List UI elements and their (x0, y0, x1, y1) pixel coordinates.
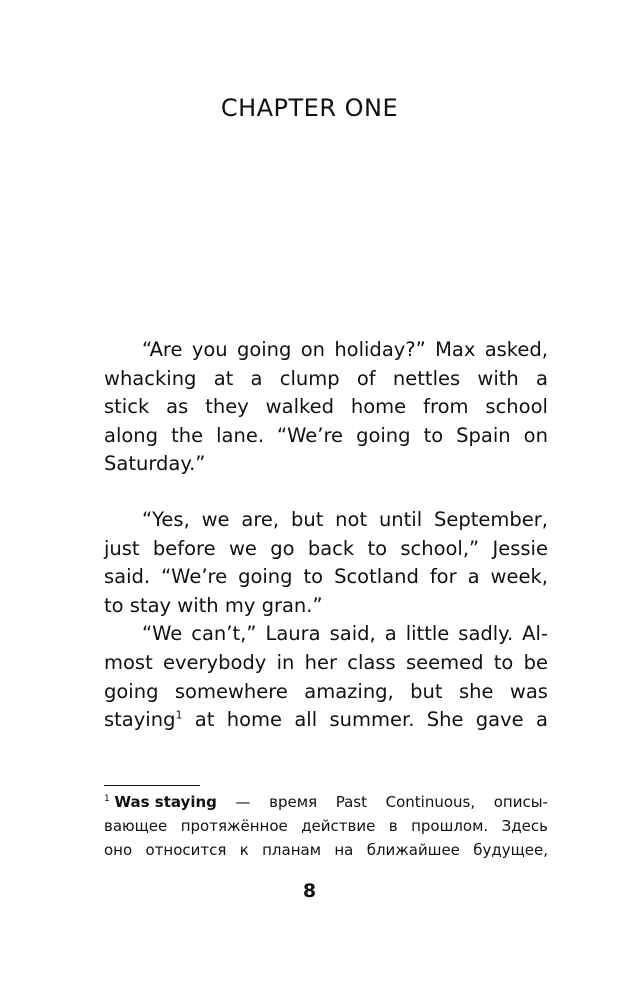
word: “We (142, 622, 183, 646)
word: протяжённое (180, 817, 288, 835)
word: on (523, 423, 548, 447)
word: оно (104, 841, 133, 859)
word: but (410, 679, 443, 703)
word: back (307, 536, 355, 560)
footnote-head (104, 790, 217, 814)
word: most (104, 650, 153, 674)
word: “We’re (161, 565, 228, 589)
word: Continuous, (385, 793, 476, 811)
word: to (423, 423, 444, 447)
text-line (104, 649, 548, 678)
word: to (303, 565, 324, 589)
word: Здесь (501, 817, 548, 835)
word: Al- (522, 622, 548, 646)
word: amazing, (304, 679, 394, 703)
word: she (458, 679, 494, 703)
word: you (191, 338, 228, 361)
word: be (523, 650, 548, 674)
footnote-ref-marker[interactable]: 1 (175, 708, 183, 722)
word: to (493, 650, 514, 674)
word: going (236, 338, 292, 361)
word: little (405, 622, 450, 646)
word: her (304, 650, 338, 674)
word: as (166, 395, 189, 419)
footnote-line (104, 790, 548, 814)
word: for (429, 565, 457, 589)
word: at (194, 708, 215, 732)
word: all (294, 708, 318, 732)
word: home (350, 395, 407, 419)
word: in (276, 650, 295, 674)
footnote (104, 790, 548, 862)
word: будущее, (473, 841, 548, 859)
word: “Are (142, 338, 183, 361)
word: “We’re (277, 423, 344, 447)
word: everybody (163, 650, 267, 674)
word: относится (145, 841, 227, 859)
word: the (171, 423, 204, 447)
word: stick (104, 395, 150, 419)
text-line (104, 620, 548, 649)
word: of (356, 366, 376, 390)
text-line-with-footnote-ref (104, 706, 548, 735)
word: Past (335, 793, 367, 811)
word: nettles (392, 366, 461, 390)
footnote-line (104, 814, 548, 838)
word: before (152, 536, 216, 560)
word: going (238, 565, 293, 589)
word: go (270, 536, 295, 560)
paragraph-1 (104, 336, 548, 479)
word: walked (265, 395, 334, 419)
word: said, (329, 622, 376, 646)
word: She (426, 708, 464, 732)
word: they (205, 395, 249, 419)
word: somewhere (174, 679, 288, 703)
text-line (104, 365, 548, 394)
word: Spain (456, 423, 511, 447)
word: school (485, 395, 548, 419)
word: whacking (104, 366, 197, 390)
word: ближайшее (366, 841, 460, 859)
footnote-ref-word: staying$^1$ (104, 708, 183, 732)
word: Max (435, 338, 476, 361)
word: going (104, 679, 159, 703)
footnote-divider (104, 785, 200, 786)
word: Scotland (334, 565, 419, 589)
word: к (239, 841, 249, 859)
word: can’t,” (191, 622, 257, 646)
word: we (228, 536, 257, 560)
word: “Yes, (142, 508, 190, 531)
word: September, (433, 508, 548, 531)
text-line: Saturday.” (104, 452, 206, 476)
word: we (201, 508, 230, 531)
word: a (536, 366, 548, 390)
word: until (378, 508, 423, 531)
text-line: to stay with my gran.” (104, 593, 323, 617)
word: from (423, 395, 469, 419)
word: just (104, 536, 140, 560)
word: планам (262, 841, 322, 859)
word: going (356, 423, 411, 447)
word: lane. (216, 423, 265, 447)
text-line (104, 422, 548, 451)
word: gave (475, 708, 524, 732)
footnote-marker: 1 (104, 794, 110, 804)
word: описы- (493, 793, 548, 811)
word: with (477, 366, 519, 390)
word: действие (301, 817, 376, 835)
word: home (226, 708, 283, 732)
footnote-line (104, 838, 548, 862)
word: are, (241, 508, 280, 531)
text-line (104, 563, 548, 592)
text-line (104, 506, 548, 535)
word: sadly. (458, 622, 514, 646)
footnote-term: Was staying (114, 793, 217, 811)
word: на (334, 841, 354, 859)
word: school,” (400, 536, 480, 560)
word: said. (104, 565, 151, 589)
word: вающее (104, 817, 168, 835)
text-line (104, 393, 548, 422)
word: to (367, 536, 388, 560)
word: asked, (484, 338, 548, 361)
word: время (269, 793, 318, 811)
text-line (104, 678, 548, 707)
word: Laura (265, 622, 321, 646)
text-line (104, 336, 548, 365)
word: в (388, 817, 398, 835)
word: at (213, 366, 234, 390)
word: a (536, 708, 548, 732)
word: but (290, 508, 324, 531)
word: holiday?” (334, 338, 426, 361)
word: прошлом. (411, 817, 489, 835)
word: a (384, 622, 397, 646)
text-line (104, 535, 548, 564)
word: a (250, 366, 263, 390)
word: week, (490, 565, 548, 589)
paragraph-2-3 (104, 506, 548, 735)
word: not (335, 508, 368, 531)
word: on (300, 338, 326, 361)
word: was (509, 679, 548, 703)
word: — (235, 793, 251, 811)
word: Jessie (492, 536, 548, 560)
word: a (467, 565, 480, 589)
chapter-title: CHAPTER ONE (220, 94, 399, 122)
word: class (347, 650, 396, 674)
word: seemed (405, 650, 484, 674)
word: along (104, 423, 159, 447)
word: summer. (329, 708, 415, 732)
word: clump (279, 366, 340, 390)
page-number: 8 (302, 880, 317, 902)
